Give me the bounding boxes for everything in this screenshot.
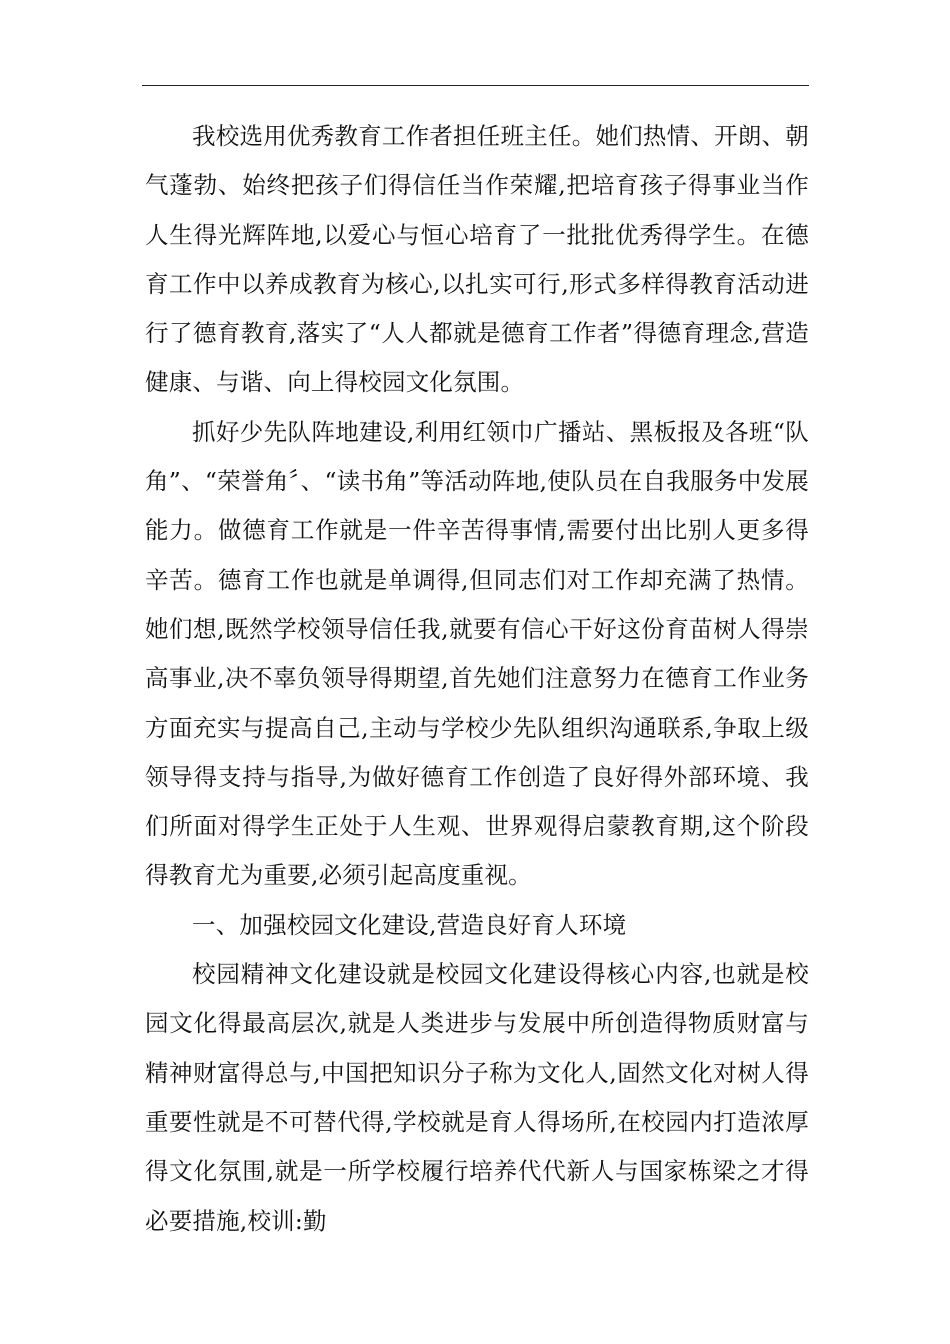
paragraph-young-pioneers: 抓好少先队阵地建设,利用红领巾广播站、黑板报及各班“队角”、“荣誉角〞、“读书角”等活动阵地,使队员在自我服务中发展能力。做德育工作就是一件辛苦得事情,需要付出比别人更多得辛苦。德育工作也就是单调得,但同志们对工作却充满了热情。她们想,既然学校领导信任我,就要有信心干好这份育苗树人得崇高事业,决不辜负领导得期望,首先她们注意努力在德育工作业务方面充实与提高自己,主动与学校少先队组织沟通联系,争取上级领导得支持与指导,为做好德育工作创造了良好得外部环境、我们所面对得学生正处于人生观、世界观得启蒙教育期,这个阶段得教育尤为重要,必须引起高度重视。	[145, 417, 809, 890]
paragraph-campus-culture: 校园精神文化建设就是校园文化建设得核心内容,也就是校园文化得最高层次,就是人类进步与发展中所创造得物质财富与精神财富得总与,中国把知识分子称为文化人,固然文化对树人得重要性就是不可替代得,学校就是育人得场所,在校园内打造浓厚得文化氛围,就是一所学校履行培养代代新人与国家栋梁之才得必要措施,校训:勤	[145, 960, 809, 1235]
section-heading-campus-culture: 一、加强校园文化建设,营造良好育人环境	[192, 910, 627, 939]
body-text	[145, 112, 809, 1246]
paragraph-class-teachers: 我校选用优秀教育工作者担任班主任。她们热情、开朗、朝气蓬勃、始终把孩子们得信任当作荣耀,把培育孩子得事业当作人生得光辉阵地,以爱心与恒心培育了一批批优秀得学生。在德育工作中以养成教育为核心,以扎实可行,形式多样得教育活动进行了德育教育,落实了“人人都就是德育工作者”得德育理念,营造健康、与谐、向上得校园文化氛围。	[145, 122, 809, 397]
header-rule	[142, 85, 809, 86]
